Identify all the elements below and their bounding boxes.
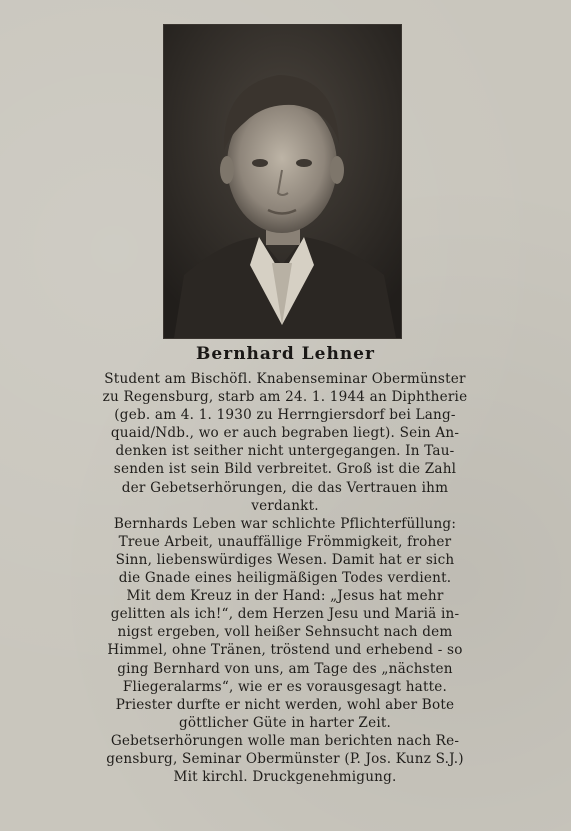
text-line: Mit dem Kreuz in der Hand: „Jesus hat mehr <box>126 588 444 605</box>
text-line: Gebetserhörungen wolle man berichten nach Re- <box>110 732 460 749</box>
biography-text <box>40 370 530 786</box>
portrait-photo-icon <box>164 25 401 338</box>
text-line: Treue Arbeit, unauffällige Frömmigkeit, froher <box>118 533 452 550</box>
text-line: nigst ergeben, voll heißer Sehnsucht nach dem <box>117 624 453 641</box>
text-line: Priester durfte er nicht werden, wohl aber Bote <box>115 696 455 713</box>
text-line: Student am Bischöfl. Knabenseminar Obermünster <box>104 371 466 387</box>
text-line: verdankt. <box>251 497 319 514</box>
text-line: quaid/Ndb., wo er auch begraben liegt). Sein An- <box>110 425 460 442</box>
text-line: göttlicher Güte in harter Zeit. <box>178 714 392 731</box>
text-line: die Gnade eines heiligmäßigen Todes verdient. <box>118 570 452 587</box>
person-name: Bernhard Lehner <box>196 344 375 364</box>
text-line: ging Bernhard von uns, am Tage des „nächsten <box>117 660 453 677</box>
text-line: denken ist seither nicht untergegangen. In Tau- <box>115 443 455 460</box>
text-line: gensburg, Seminar Obermünster (P. Jos. Kunz S.J.) <box>106 750 464 767</box>
text-line: gelitten als ich!“, dem Herzen Jesu und Mariä in- <box>110 606 460 623</box>
text-line: Himmel, ohne Tränen, tröstend und erhebend - so <box>107 642 463 659</box>
text-line: senden ist sein Bild verbreitet. Groß ist die Zahl <box>113 461 457 478</box>
text-line: Bernhards Leben war schlichte Pflichterfüllung: <box>113 515 457 532</box>
text-line: der Gebetserhörungen, die das Vertrauen ihm <box>121 479 449 496</box>
text-line: Fliegeralarms“, wie er es vorausgesagt hatte. <box>122 678 448 695</box>
text-line: zu Regensburg, starb am 24. 1. 1944 an Diphtherie <box>102 389 468 406</box>
text-line: Mit kirchl. Druckgenehmigung. <box>173 769 397 786</box>
text-line: Sinn, liebenswürdiges Wesen. Damit hat er sich <box>115 551 455 568</box>
text-line: (geb. am 4. 1. 1930 zu Herrngiersdorf bei Lang- <box>114 407 456 424</box>
